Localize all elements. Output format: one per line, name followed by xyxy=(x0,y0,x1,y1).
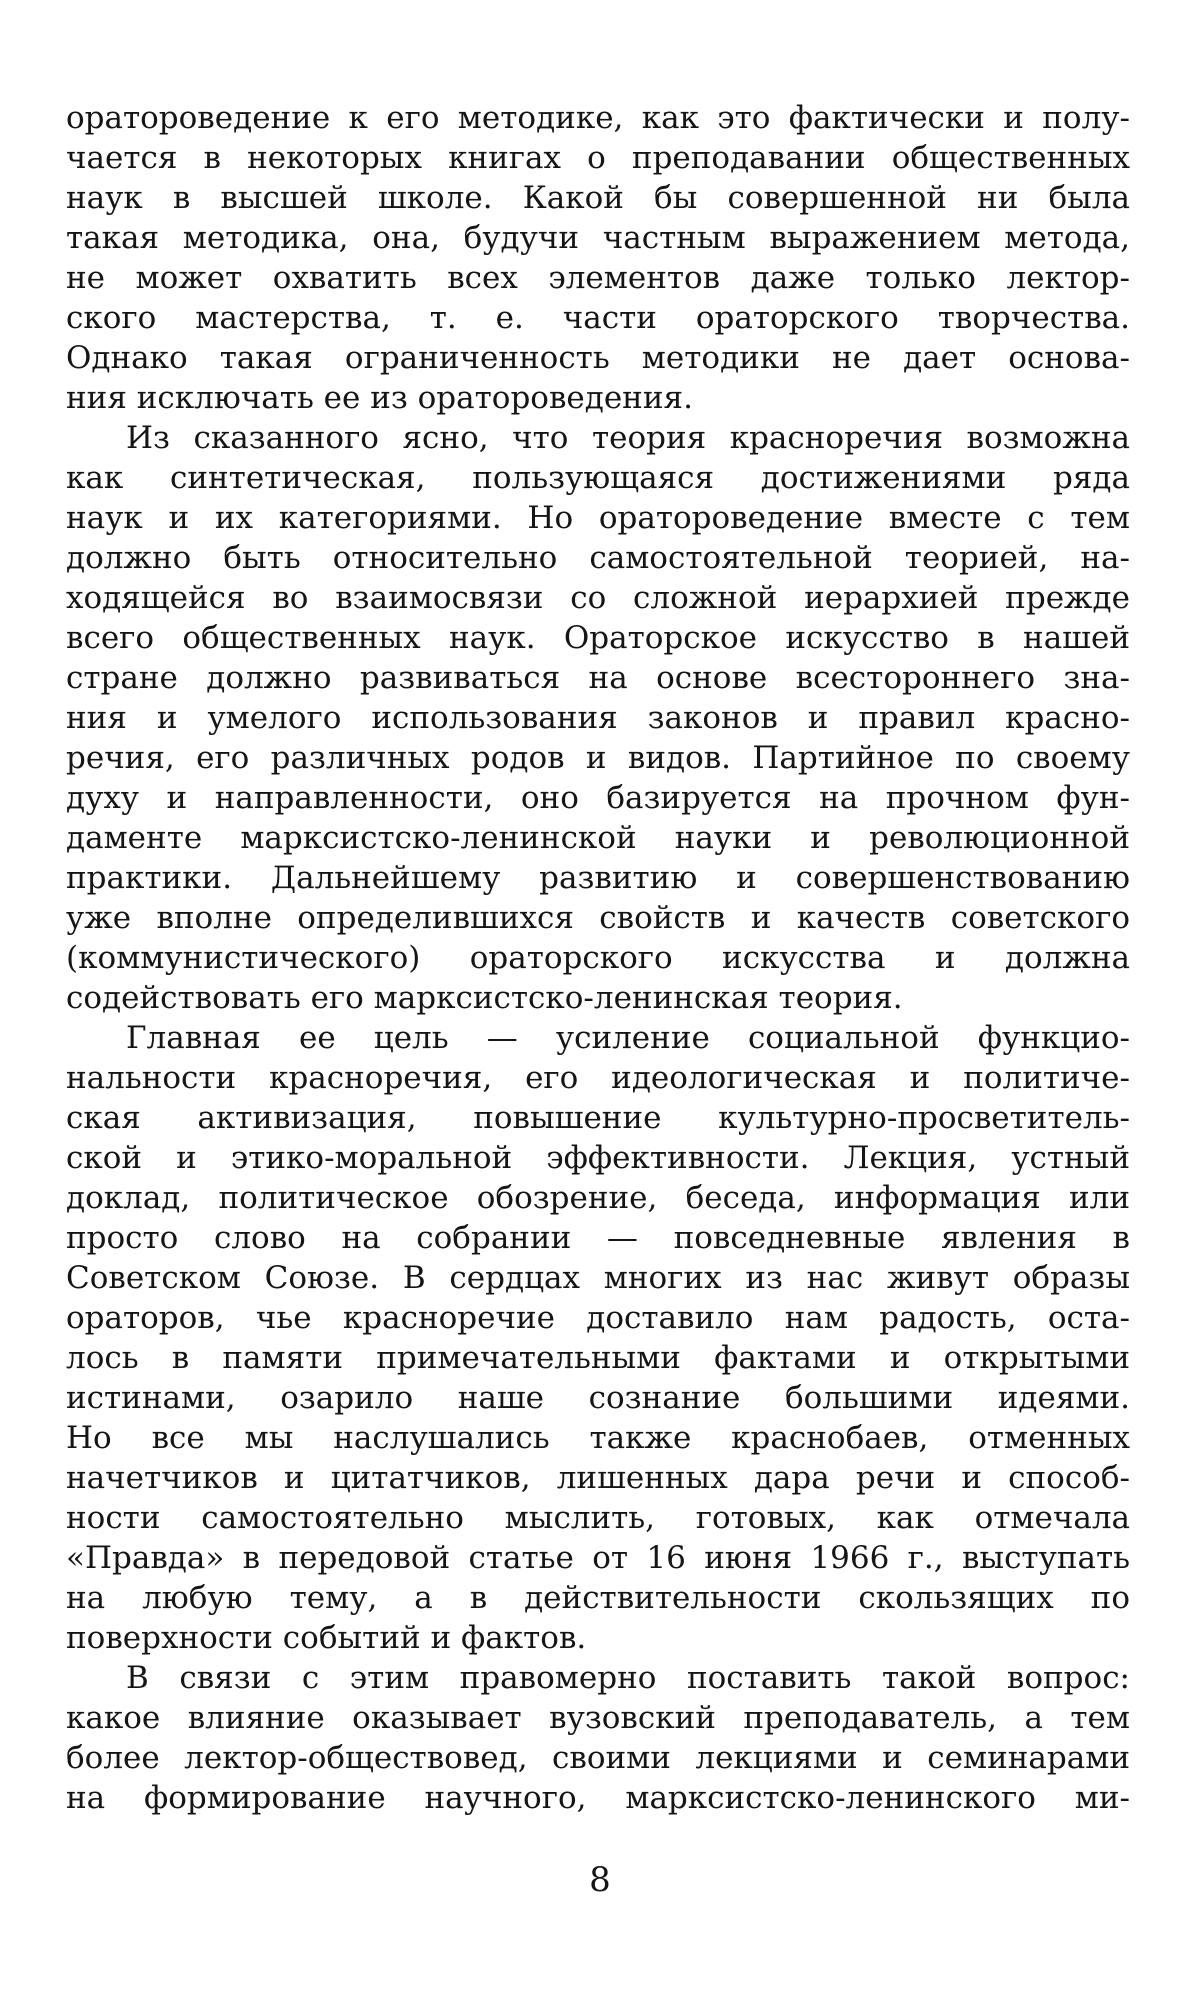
text-line: «Правда» в передовой статье от 16 июня 1966 г., выступать xyxy=(66,1540,1130,1576)
text-line: содействовать его марксистско-ленинская теория. xyxy=(66,980,903,1016)
text-line: ской и этико-моральной эффективности. Лекция, устный xyxy=(66,1140,1130,1176)
text-line: ния и умелого использования законов и правил красно- xyxy=(66,700,1130,736)
text-line: поверхности событий и фактов. xyxy=(66,1620,587,1656)
text-line: на любую тему, а в действительности скользящих по xyxy=(66,1580,1130,1616)
text-line: более лектор-обществовед, своими лекциями и семинарами xyxy=(66,1740,1130,1776)
text-line: такая методика, она, будучи частным выражением метода, xyxy=(66,220,1130,256)
text-line: нальности красноречия, его идеологическая и политиче- xyxy=(66,1060,1130,1096)
text-line: не может охватить всех элементов даже только лектор- xyxy=(66,260,1130,296)
text-line: ского мастерства, т. е. части ораторского творчества. xyxy=(66,300,1130,336)
text-line: истинами, озарило наше сознание большими идеями. xyxy=(66,1380,1130,1416)
text-line: Советском Союзе. В сердцах многих из нас живут образы xyxy=(66,1260,1130,1296)
text-line: чается в некоторых книгах о преподавании общественных xyxy=(66,140,1130,176)
text-line: как синтетическая, пользующаяся достижениями ряда xyxy=(66,460,1130,496)
text-line: ская активизация, повышение культурно-просветитель- xyxy=(66,1100,1130,1136)
text-line: ния исключать ее из оратороведения. xyxy=(66,380,693,416)
text-line: наук и их категориями. Но оратороведение вместе с тем xyxy=(66,500,1130,536)
text-line: даменте марксистско-ленинской науки и революционной xyxy=(66,820,1130,856)
text-line: просто слово на собрании — повседневные явления в xyxy=(66,1220,1130,1256)
text-line: Из сказанного ясно, что теория красноречия возможна xyxy=(126,420,1130,456)
text-line: доклад, политическое обозрение, беседа, информация или xyxy=(66,1180,1130,1216)
text-line: оратороведение к его методике, как это фактически и полу- xyxy=(66,100,1130,136)
text-line: должно быть относительно самостоятельной теорией, на- xyxy=(66,540,1130,576)
text-line: всего общественных наук. Ораторское искусство в нашей xyxy=(66,620,1130,656)
text-line: начетчиков и цитатчиков, лишенных дара речи и способ- xyxy=(66,1460,1130,1496)
text-line: на формирование научного, марксистско-ленинского ми- xyxy=(66,1780,1130,1816)
text-line: В связи с этим правомерно поставить такой вопрос: xyxy=(126,1660,1130,1696)
text-line: стране должно развиваться на основе всестороннего зна- xyxy=(66,660,1130,696)
text-line: Но все мы наслушались также краснобаев, отменных xyxy=(66,1420,1130,1456)
text-line: какое влияние оказывает вузовский преподаватель, а тем xyxy=(66,1700,1130,1736)
text-line: Однако такая ограниченность методики не дает основа- xyxy=(66,340,1130,376)
text-line: наук в высшей школе. Какой бы совершенной ни была xyxy=(66,180,1130,216)
text-line: речия, его различных родов и видов. Партийное по своему xyxy=(66,740,1130,776)
text-line: уже вполне определившихся свойств и качеств советского xyxy=(66,900,1130,936)
text-line: ности самостоятельно мыслить, готовых, как отмечала xyxy=(66,1500,1130,1536)
text-line: духу и направленности, оно базируется на прочном фун- xyxy=(66,780,1130,816)
text-line: ораторов, чье красноречие доставило нам радость, оста- xyxy=(66,1300,1130,1336)
paragraph-2 xyxy=(66,418,1130,1018)
paragraph-1 xyxy=(66,98,1130,418)
text-line: Главная ее цель — усиление социальной функцио- xyxy=(126,1020,1130,1056)
text-line: практики. Дальнейшему развитию и совершенствованию xyxy=(66,860,1130,896)
text-line: (коммунистического) ораторского искусства и должна xyxy=(66,940,1130,976)
body-text xyxy=(66,98,1130,1818)
text-line: лось в памяти примечательными фактами и открытыми xyxy=(66,1340,1130,1376)
text-line: ходящейся во взаимосвязи со сложной иерархией прежде xyxy=(66,580,1130,616)
page-number: 8 xyxy=(589,1860,611,1900)
paragraph-4 xyxy=(66,1658,1130,1818)
paragraph-3 xyxy=(66,1018,1130,1658)
